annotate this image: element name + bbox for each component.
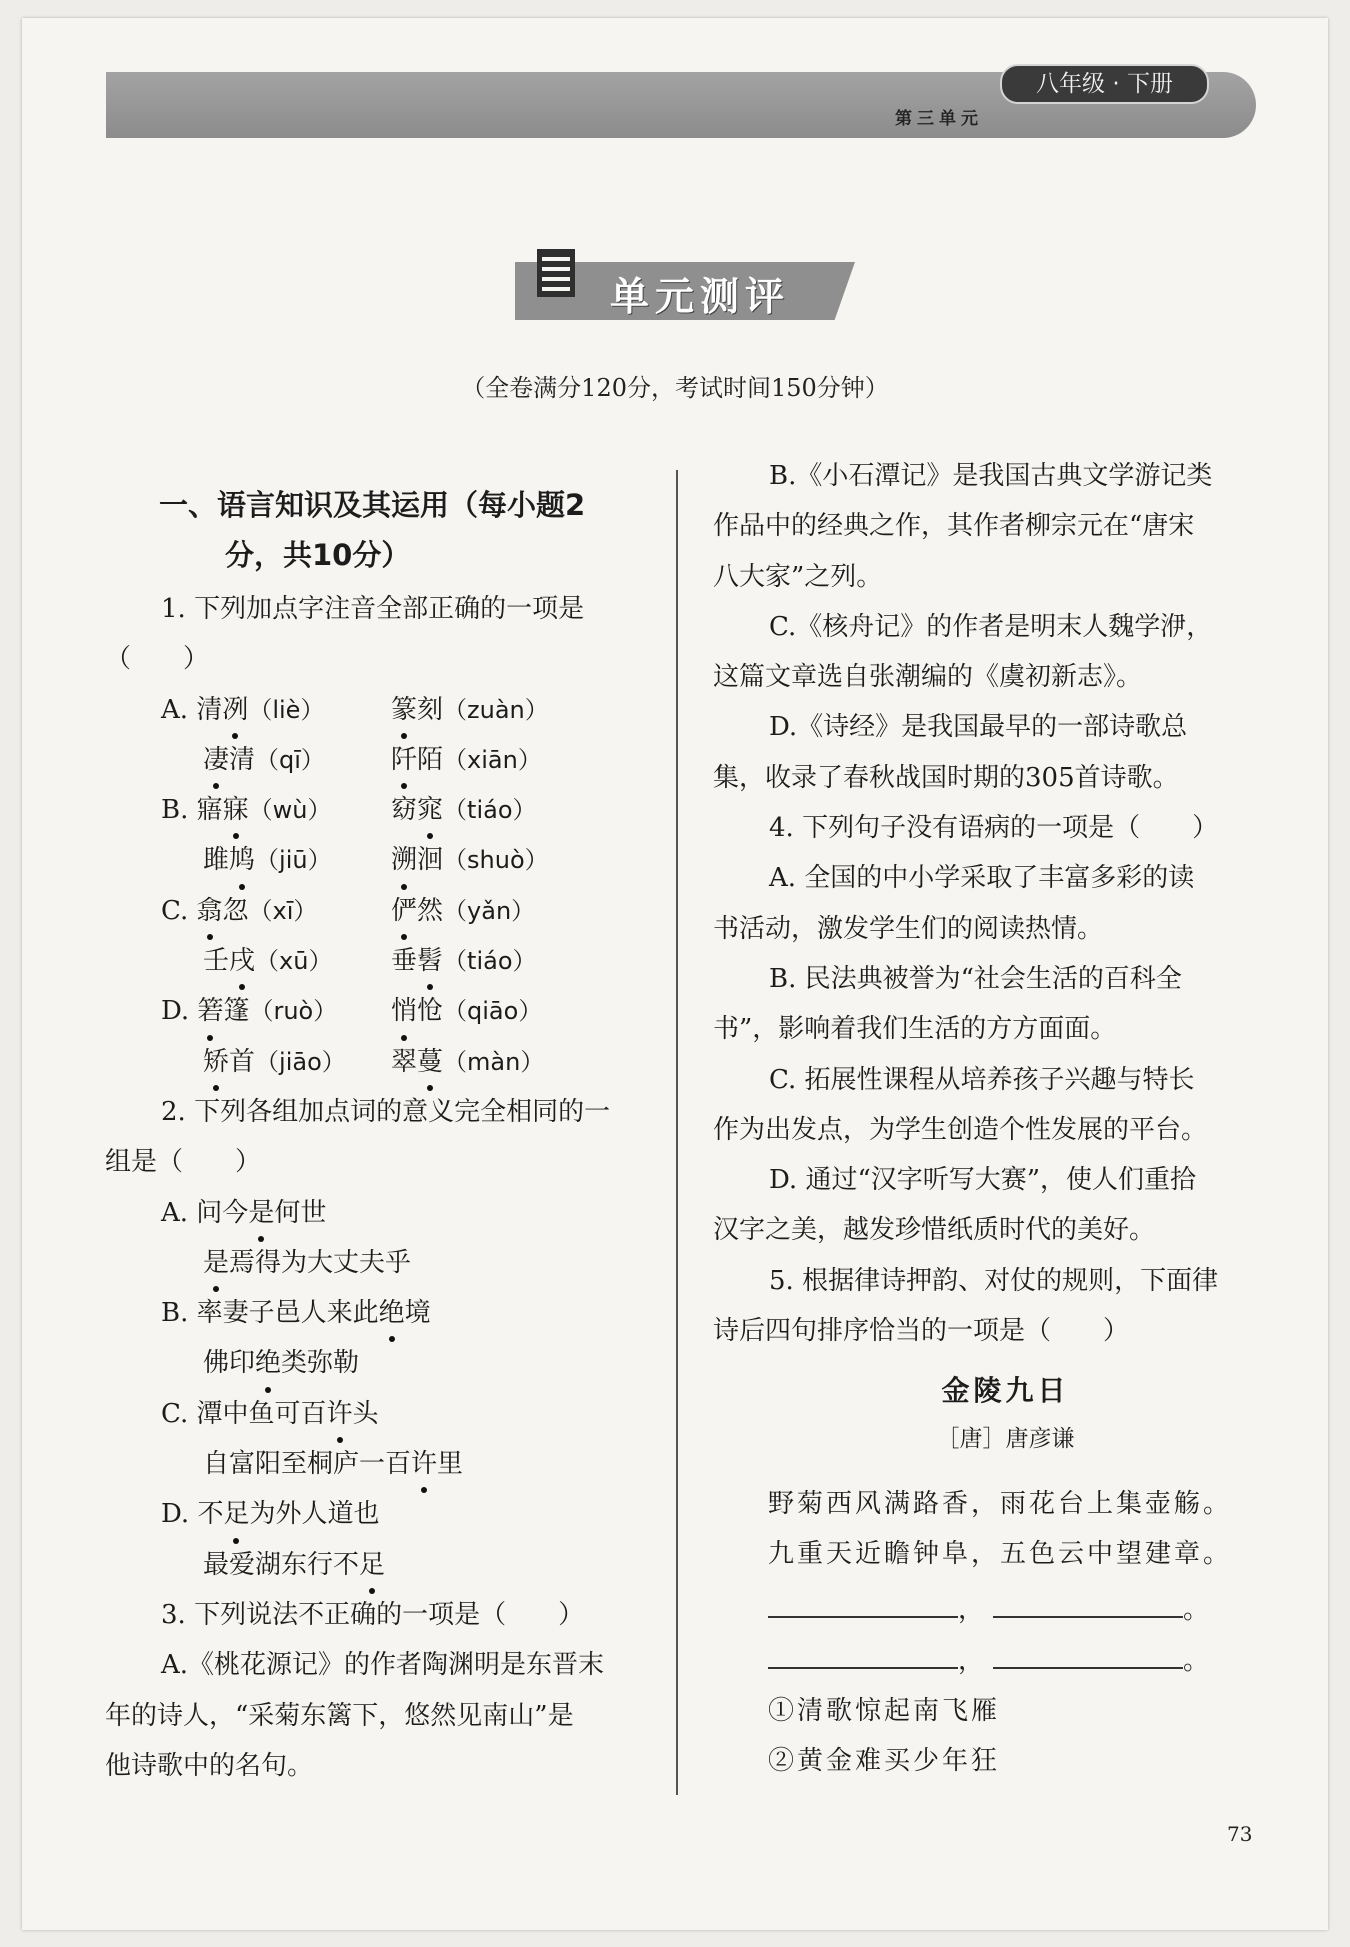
question-5-stem: 5. 根据律诗押韵、对仗的规则，下面律 — [769, 1265, 1219, 1296]
column-divider — [676, 470, 678, 1795]
right-column — [713, 451, 1258, 1786]
grade-badge: 八年级 · 下册 — [1000, 64, 1209, 104]
q1-option-b: B. 寤寐（wù） 窈窕（tiáo） — [105, 785, 650, 835]
q4-option-b: B. 民法典被誉为“社会生活的百科全 — [769, 963, 1182, 994]
q2-option-b: B. 率妻子邑人来此绝境 — [105, 1288, 650, 1338]
q3-option-c-cont: 这篇文章选自张潮编的《虞初新志》。 — [713, 662, 1143, 693]
question-1-stem: 1. 下列加点字注音全部正确的一项是 — [161, 594, 585, 624]
answer-blank[interactable] — [993, 1594, 1183, 1618]
question-3-stem: 3. 下列说法不正确的一项是（ ） — [161, 1599, 585, 1630]
q1-option-d: D. 箬篷（ruò） 悄怆（qiāo） — [105, 986, 650, 1036]
q3-option-a-cont2: 他诗歌中的名句。 — [105, 1750, 314, 1781]
q2-option-d: D. 不足为外人道也 — [105, 1489, 650, 1539]
q1-option-b-cont: 雎鸠（jiū） 溯洄（shuò） — [105, 835, 650, 885]
q2-option-d-cont: 最爱湖东行不足 — [105, 1540, 650, 1590]
q4-option-b-cont: 书”，影响着我们生活的方方面面。 — [713, 1014, 1117, 1045]
answer-blank-row-2: ， 。 — [713, 1636, 1258, 1686]
q2-option-c-cont: 自富阳至桐庐一百许里 — [105, 1439, 650, 1489]
q4-option-c-cont: 作为出发点，为学生创造个性发展的平台。 — [713, 1114, 1208, 1145]
q1-option-d-cont: 矫首（jiāo） 翠蔓（màn） — [105, 1037, 650, 1087]
q3-option-c: C.《核舟记》的作者是明末人魏学洢， — [769, 611, 1213, 642]
q4-option-a-cont: 书活动，激发学生们的阅读热情。 — [713, 913, 1104, 944]
section-heading-cont: 分，共10分） — [225, 538, 411, 572]
q3-option-a: A.《桃花源记》的作者陶渊明是东晋末 — [161, 1650, 605, 1681]
question-2-stem: 2. 下列各组加点词的意义完全相同的一 — [161, 1096, 611, 1127]
q2-option-a: A. 问今是何世 — [105, 1188, 650, 1238]
q5-option-1: ①清歌惊起南飞雁 — [768, 1695, 1001, 1726]
q1-option-a-cont: 凄清（qī） 阡陌（xiān） — [105, 735, 650, 785]
q3-option-d: D.《诗经》是我国最早的一部诗歌总 — [769, 712, 1188, 743]
left-column — [105, 480, 650, 1791]
unit-label: 第三单元 — [895, 109, 983, 129]
exam-info: （全卷满分120分，考试时间150分钟） — [461, 374, 889, 402]
q4-option-d: D. 通过“汉字听写大赛”，使人们重拾 — [769, 1165, 1197, 1196]
q2-option-c: C. 潭中鱼可百许头 — [105, 1389, 650, 1439]
banner-title: 单元测评 — [610, 274, 791, 320]
question-2-stem-cont: 组是（ ） — [105, 1147, 262, 1178]
poem-author: ［唐］唐彦谦 — [936, 1425, 1075, 1452]
q5-option-2: ②黄金难买少年狂 — [768, 1746, 1001, 1777]
q3-option-b-cont2: 八大家”之列。 — [713, 561, 883, 592]
q4-option-d-cont: 汉字之美，越发珍惜纸质时代的美好。 — [713, 1215, 1156, 1246]
poem-title: 金陵九日 — [941, 1374, 1070, 1408]
answer-blank-row-1: ， 。 — [713, 1585, 1258, 1635]
page-number: 73 — [1227, 1822, 1253, 1846]
q3-option-b-cont: 作品中的经典之作，其作者柳宗元在“唐宋 — [713, 511, 1195, 542]
q4-option-c: C. 拓展性课程从培养孩子兴趣与特长 — [769, 1064, 1195, 1095]
q2-option-a-cont: 是焉得为大丈夫乎 — [105, 1238, 650, 1288]
poem-line-2: 九重天近瞻钟阜，五色云中望建章。 — [768, 1538, 1233, 1569]
answer-blank[interactable] — [768, 1594, 958, 1618]
poem-line-1: 野菊西风满路香，雨花台上集壶觞。 — [768, 1488, 1233, 1519]
q3-option-a-cont: 年的诗人，“采菊东篱下，悠然见南山”是 — [105, 1700, 574, 1731]
q1-option-c: C. 翕忽（xī） 俨然（yǎn） — [105, 886, 650, 936]
question-5-stem-cont: 诗后四句排序恰当的一项是（ ） — [713, 1316, 1130, 1347]
section-heading: 一、语言知识及其运用（每小题2 — [159, 488, 586, 522]
question-1-bracket: （ ） — [105, 644, 210, 675]
q1-option-a: A. 清冽（liè） 篆刻（zuàn） — [105, 685, 650, 735]
q3-option-b: B.《小石潭记》是我国古典文学游记类 — [769, 461, 1213, 491]
q2-option-b-cont: 佛印绝类弥勒 — [105, 1338, 650, 1388]
q4-option-a: A. 全国的中小学采取了丰富多彩的读 — [769, 863, 1195, 894]
question-4-stem: 4. 下列句子没有语病的一项是（ ） — [769, 813, 1219, 844]
q1-option-c-cont: 壬戌（xū） 垂髫（tiáo） — [105, 936, 650, 986]
answer-blank[interactable] — [768, 1645, 958, 1669]
q3-option-d-cont: 集，收录了春秋战国时期的305首诗歌。 — [713, 762, 1179, 793]
answer-blank[interactable] — [993, 1645, 1183, 1669]
document-icon — [537, 249, 575, 297]
